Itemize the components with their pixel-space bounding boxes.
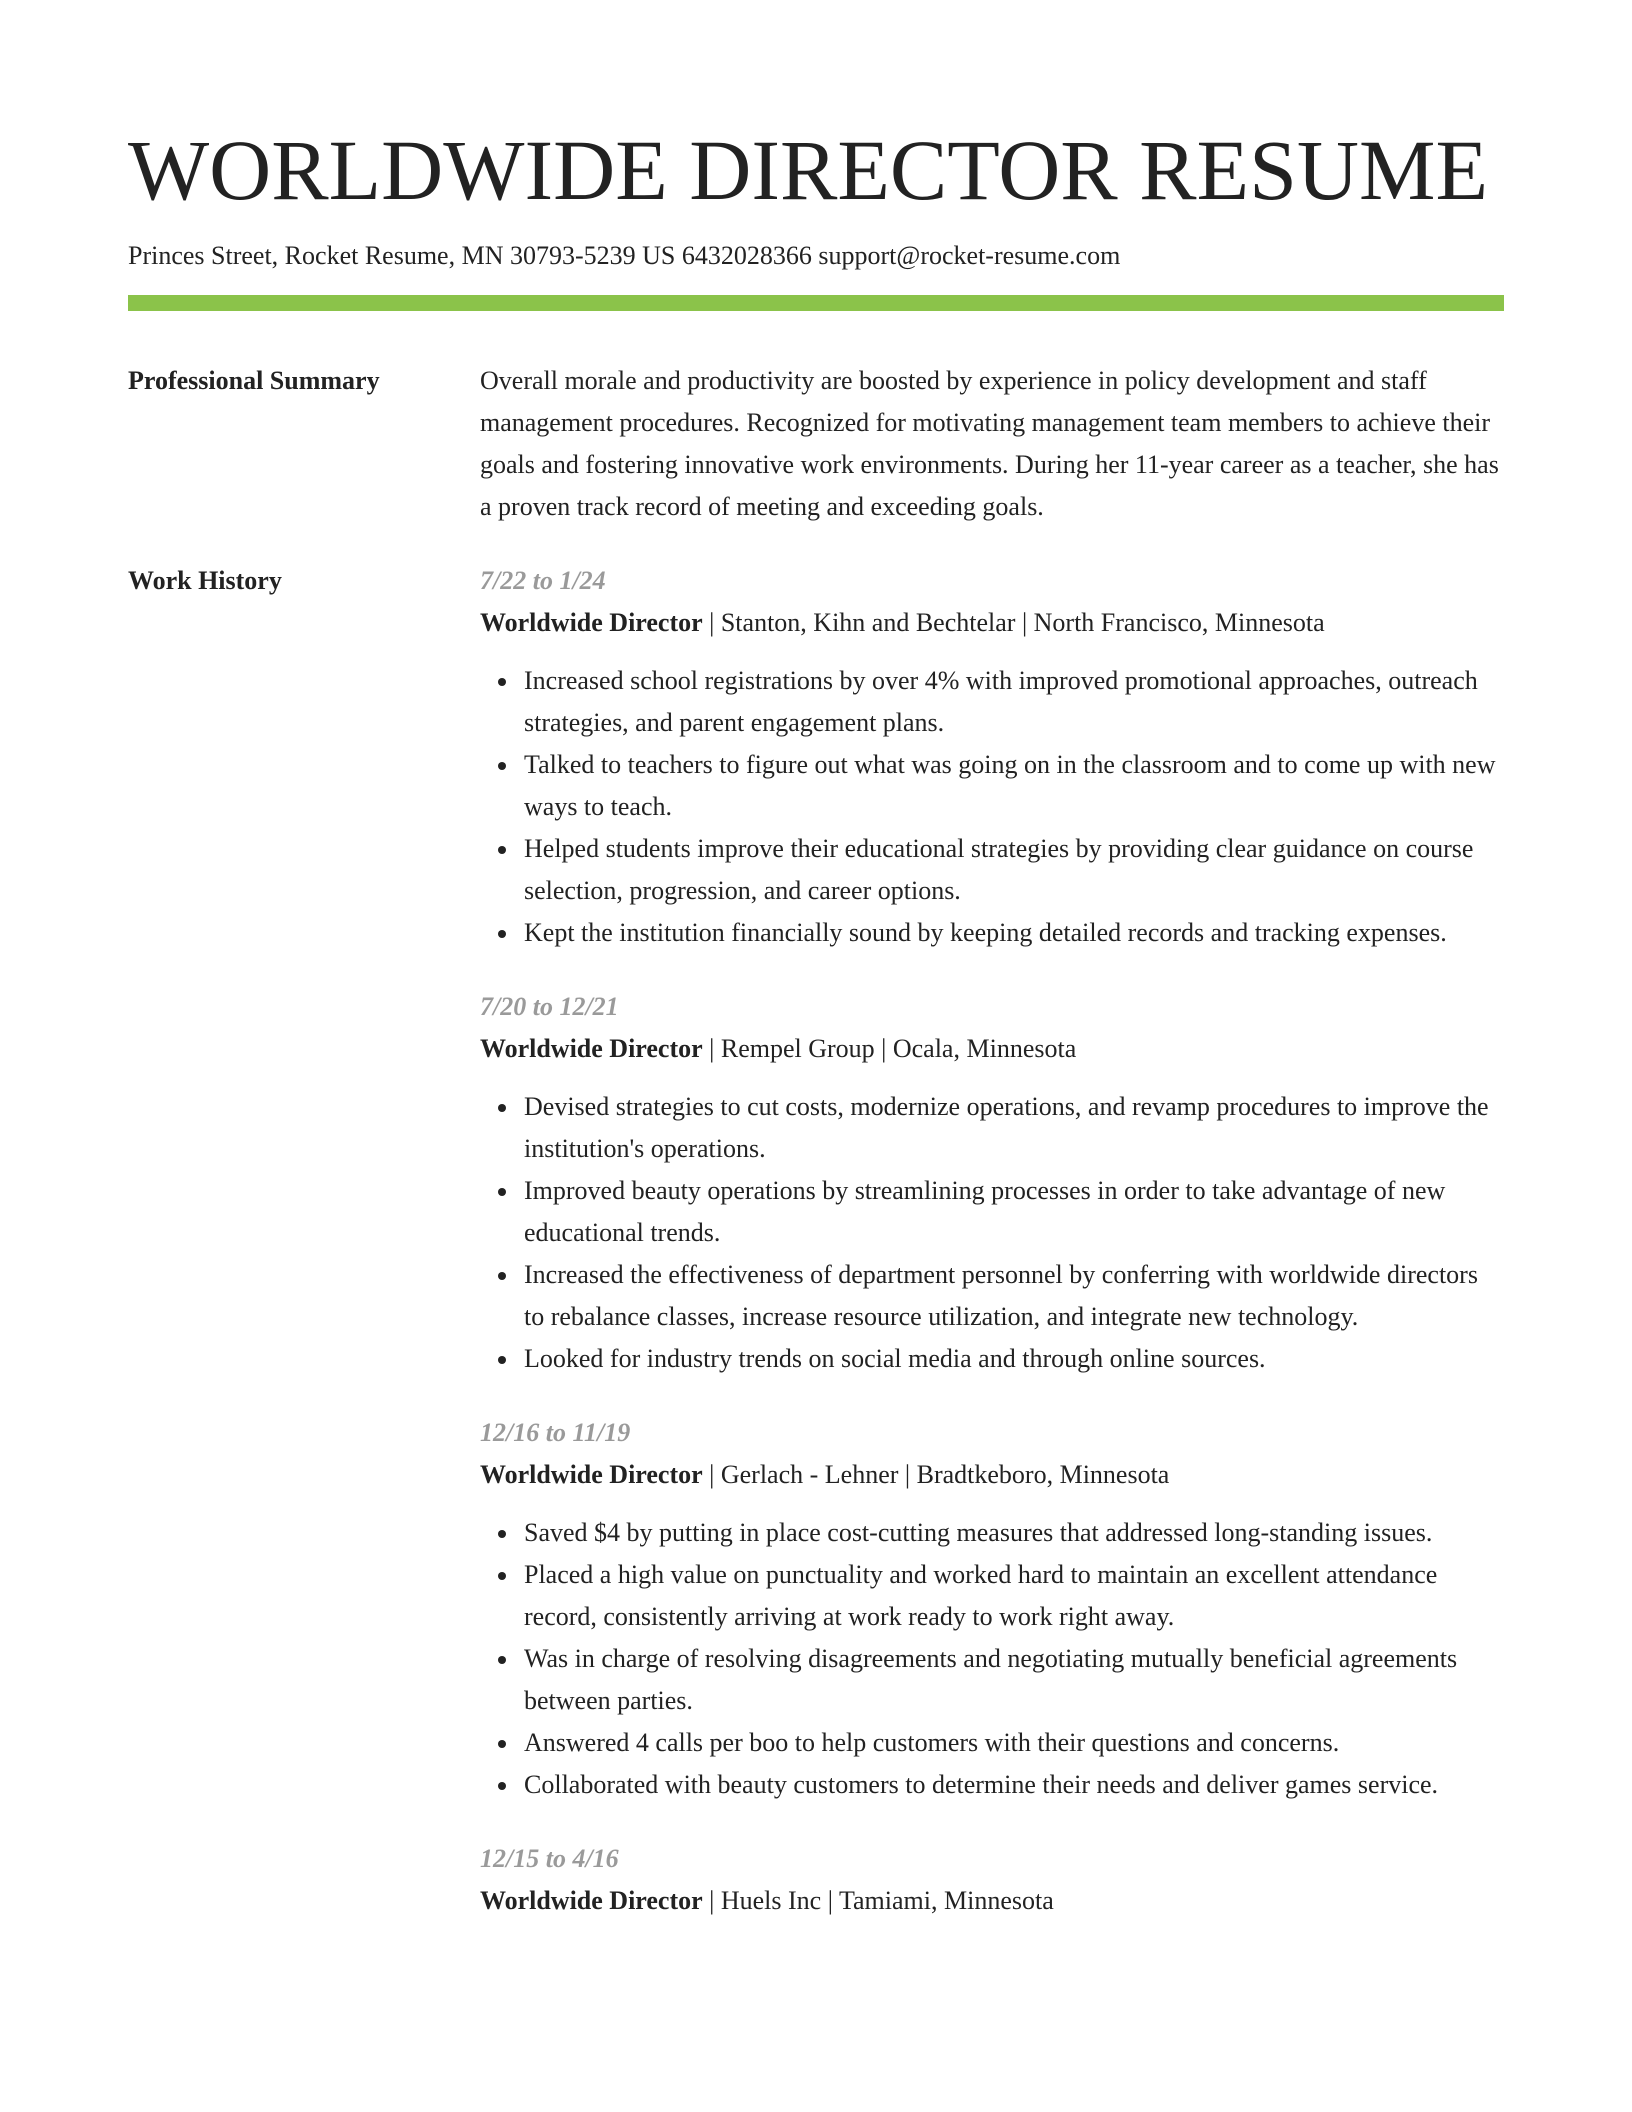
job-title-line [480, 602, 1504, 644]
job-title-line [480, 1880, 1504, 1922]
bullet-item: Devised strategies to cut costs, modernize operations, and revamp procedures to improve the institution's operations. [524, 1086, 1504, 1170]
header-divider [128, 295, 1504, 311]
bullet-item: Talked to teachers to figure out what was going on in the classroom and to come up with new ways to teach. [524, 744, 1504, 828]
bullet-item: Kept the institution financially sound by keeping detailed records and tracking expenses. [524, 912, 1504, 954]
bullet-item: Saved $4 by putting in place cost-cutting measures that addressed long-standing issues. [524, 1512, 1504, 1554]
job-bullets [480, 660, 1504, 954]
job-details: | Stanton, Kihn and Bechtelar | North Francisco, Minnesota [702, 608, 1325, 637]
job-bullets [480, 1086, 1504, 1380]
job-details: | Gerlach - Lehner | Bradtkeboro, Minnesota [702, 1460, 1170, 1489]
section-label-work-history: Work History [128, 566, 282, 595]
job-title: Worldwide Director [480, 608, 703, 637]
bullet-item: Increased the effectiveness of department personnel by conferring with worldwide directors to rebalance classes, increase resource utilization, and integrate new technology. [524, 1254, 1504, 1338]
contact-email: support@rocket-resume.com [818, 241, 1121, 270]
section-label-summary: Professional Summary [128, 366, 380, 395]
resume-page [128, 0, 1504, 1922]
job-entry [480, 560, 1504, 954]
job-dates: 12/15 to 4/16 [480, 1844, 619, 1873]
professional-summary-section [128, 360, 1504, 528]
resume-title: WORLDWIDE DIRECTOR RESUME [128, 122, 1489, 218]
job-title: Worldwide Director [480, 1034, 703, 1063]
bullet-item: Increased school registrations by over 4% with improved promotional approaches, outreach strategies, and parent engagement plans. [524, 660, 1504, 744]
bullet-item: Was in charge of resolving disagreements and negotiating mutually beneficial agreements between parties. [524, 1638, 1504, 1722]
contact-line [128, 240, 1504, 272]
job-title: Worldwide Director [480, 1886, 703, 1915]
work-history-list [480, 560, 1504, 1922]
job-bullets [480, 1512, 1504, 1806]
bullet-item: Placed a high value on punctuality and worked hard to maintain an excellent attendance record, consistently arriving at work ready to work right away. [524, 1554, 1504, 1638]
job-entry [480, 1838, 1504, 1922]
job-title: Worldwide Director [480, 1460, 703, 1489]
summary-text: Overall morale and productivity are boosted by experience in policy development and staff management procedures. Recognized for motivating management team members to achieve their goals and fostering innovative work environments. During her 11-year career as a teacher, she has a proven track record of meeting and exceeding goals. [480, 366, 1499, 521]
job-dates: 7/22 to 1/24 [480, 566, 606, 595]
contact-phone: 6432028366 [681, 241, 812, 270]
job-dates: 12/16 to 11/19 [480, 1418, 631, 1447]
bullet-item: Helped students improve their educational strategies by providing clear guidance on course selection, progression, and career options. [524, 828, 1504, 912]
bullet-item: Looked for industry trends on social media and through online sources. [524, 1338, 1504, 1380]
bullet-item: Collaborated with beauty customers to determine their needs and deliver games service. [524, 1764, 1504, 1806]
job-entry [480, 986, 1504, 1380]
bullet-item: Answered 4 calls per boo to help customers with their questions and concerns. [524, 1722, 1504, 1764]
job-title-line [480, 1028, 1504, 1070]
job-dates: 7/20 to 12/21 [480, 992, 619, 1021]
job-details: | Huels Inc | Tamiami, Minnesota [702, 1886, 1054, 1915]
contact-address: Princes Street, Rocket Resume, MN 30793-5239 US [128, 241, 676, 270]
job-entry [480, 1412, 1504, 1806]
work-history-section [128, 560, 1504, 1922]
bullet-item: Improved beauty operations by streamlining processes in order to take advantage of new educational trends. [524, 1170, 1504, 1254]
job-title-line [480, 1454, 1504, 1496]
job-details: | Rempel Group | Ocala, Minnesota [702, 1034, 1077, 1063]
